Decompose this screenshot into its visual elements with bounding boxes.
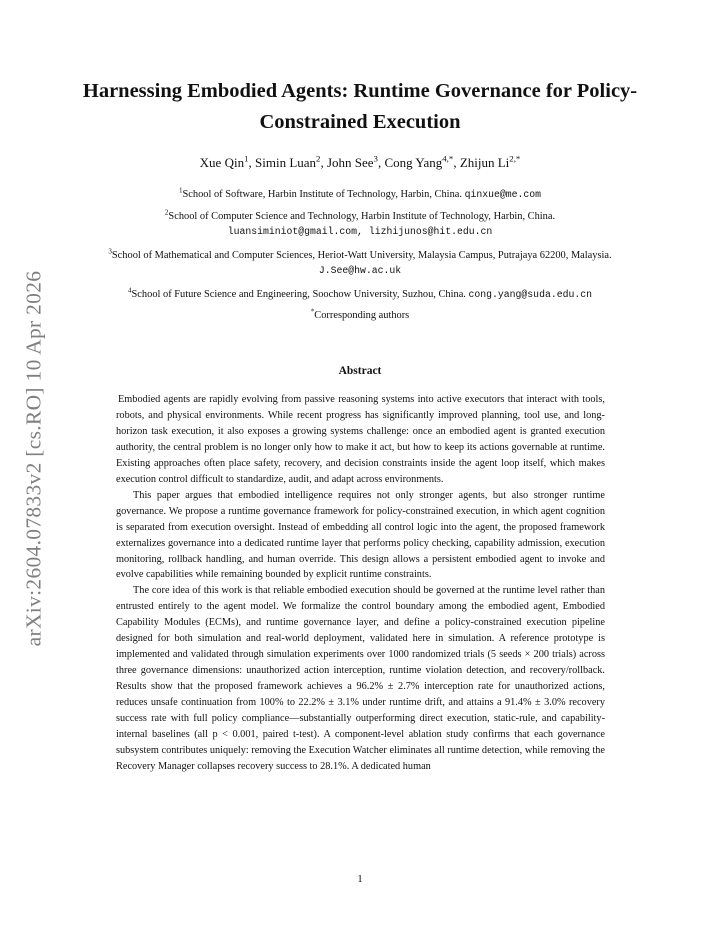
arxiv-identifier-text: arXiv:2604.07833v2 [cs.RO] 10 Apr 2026 [21, 270, 46, 646]
abstract-paragraph: Embodied agents are rapidly evolving from passive reasoning systems into active executors that interact with tools, robots, and physical environments. While recent progress has significantly improved planning, tool use, and long-horizon task execution, it also exposes a growing systems challenge: once an embodied agent is granted execution authority, the central problem is no longer only how to make it act, but how to keep its actions governable at runtime. Existing approaches often place safety, recovery, and decision constraints inside the agent loop itself, which makes execution control difficult to standardize, audit, and adapt across environments. [116, 394, 605, 485]
email-address: cong.yang@suda.edu.cn [468, 289, 592, 300]
abstract-paragraph: The core idea of this work is that reliable embodied execution should be governed at the runtime level rather than entrusted entirely to the agent model. We formalize the control boundary among the embodied agent, Embodied Capability Modules (ECMs), and runtime governance layer, and define a policy-constrained execution pipeline designed for both simulation and real-world deployment, validated here in simulation. A reference prototype is implemented and validated through simulation experiments over 1000 randomized trials (5 seeds × 200 trials) across three governance dimensions: unauthorized action interception, runtime violation detection, and recovery/rollback. Results show that the proposed framework achieves a 96.2% ± 2.7% interception rate for unauthorized actions, reduces unsafe continuation from 100% to 22.2% ± 3.1% under runtime drift, and attains a 91.4% ± 3.0% recovery success rate with full policy compliance—substantially outperforming direct execution, static-rule, and capability-internal baselines (all p < 0.001, paired t-test). A component-level ablation study confirms that each governance subsystem contributes uniquely: removing the Execution Watcher eliminates all runtime detection, while removing the Recovery Manager collapses recovery success to 28.1%. A dedicated human [116, 585, 605, 772]
abstract-heading: Abstract [338, 365, 382, 377]
author: Cong Yang$^{4,*}$ [384, 153, 454, 170]
abstract-paragraph: This paper argues that embodied intelligence requires not only stronger agents, but also stronger runtime governance. We propose a runtime governance framework for policy-constrained execution, in which agent cognition is separated from execution oversight. Instead of embedding all control logic into the agent, the proposed framework externalizes governance into a dedicated runtime layer that performs policy checking, capability admission, execution monitoring, rollback handling, and human override. This design allows a persistent embodied agent to invoke and evolve capabilities while remaining bounded by explicit runtime constraints. [116, 489, 605, 581]
author-list: Xue Qin$^1$, Simin Luan$^2$, John See$^3$, Cong Yang$^{4,*}$, Zhijun $Li^{2,*}$ [199, 153, 521, 170]
arxiv-identifier-stamp [4, 258, 64, 658]
author: Xue Qin$^1$ [199, 153, 249, 170]
affiliation-4: $^4$School of Future Science and Engineering, Soochow University, Suzhou, China. cong.yang@suda.edu.cn [128, 286, 592, 300]
author: Zhijun $Li^{2,*}$ [459, 153, 521, 170]
email-address: luansiminiot@gmail.com, lizhijunos@hit.edu.cn [227, 226, 493, 237]
author: John See$^3$ [326, 153, 378, 170]
page-number: 1 [357, 873, 363, 885]
affiliation-3: $^3$School of Mathematical and Computer Sciences, Heriot-Watt University, Malaysia Campus, Putrajaya 62200, Malaysia. J.See@hw.ac.uk [108, 247, 612, 276]
corresponding-authors-note: *Corresponding authors [310, 307, 410, 321]
email-address: J.See@hw.ac.uk [318, 265, 402, 276]
author: Simin Luan$^2$ [255, 153, 321, 170]
email-address: qinxue@me.com [464, 189, 542, 200]
affiliation-2: $^2$School of Computer Science and Technology, Harbin Institute of Technology, Harbin, China. luansiminiot@gmail.com, lizhijunos@hit.edu.cn [164, 208, 556, 237]
paper-title: Harnessing Embodied Agents: Runtime Governance for Policy-Constrained Execution [82, 80, 638, 133]
affiliation-1: $^1$School of Software, Harbin Institute of Technology, Harbin, China. qinxue@me.com [178, 186, 542, 200]
abstract-body [116, 392, 605, 775]
